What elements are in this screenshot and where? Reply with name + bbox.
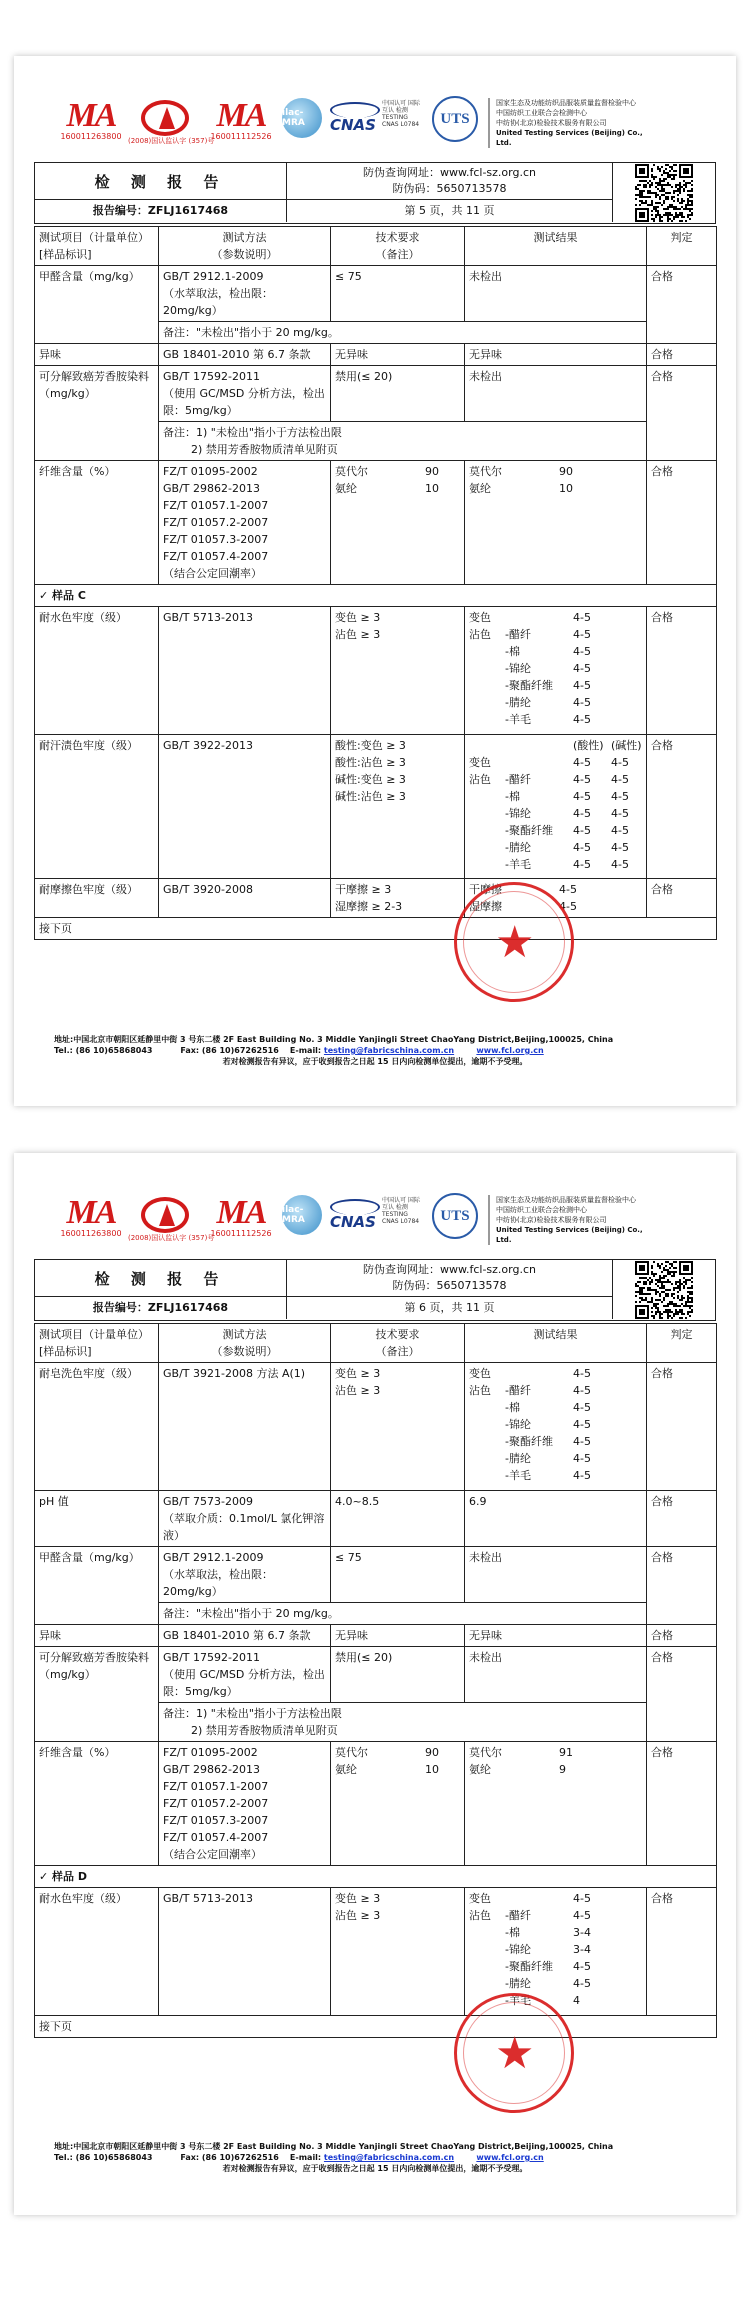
table-header-row: 测试项目（计量单位） [样品标识] 测试方法 （参数说明） 技术要求 （备注） 测试结果 判定	[35, 227, 717, 266]
ilac-mra-icon: ilac-MRA	[282, 1195, 322, 1235]
fastness-result-line: 沾色 -醋纤 4-5 4-5	[469, 773, 629, 786]
cal-logo: (2008)国认监认字 (357)号	[128, 1197, 202, 1243]
report-number: 报告编号：ZFLJ1617468	[35, 1297, 287, 1319]
report-page-6	[14, 1153, 736, 2215]
fastness-result-line: -聚酯纤维 4-5	[505, 1960, 591, 1973]
table-row-ph: pH 值 GB/T 7573-2009 （萃取介质：0.1mol/L 氯化钾溶液） 4.0~8.5 6.9 合格	[35, 1491, 717, 1547]
table-row-water: 耐水色牢度（级） GB/T 5713-2013 变色 ≥ 3 沾色 ≥ 3 变色 4-5 沾色 -醋纤 4-5 -棉 4-5 -锦纶 4-5 -聚酯纤维 4-5 -腈纶 4-5 -羊毛 4-5 合格	[35, 607, 717, 735]
fastness-result-line: 沾色 -醋纤 4-5	[469, 1909, 591, 1922]
fastness-result-line: -聚酯纤维 4-5 4-5	[505, 824, 629, 837]
azo-note: 备注：1) "未检出"指小于方法检出限 2) 禁用芳香胺物质清单见附页	[159, 1703, 647, 1742]
uts-logo: UTS	[432, 96, 478, 142]
website-link[interactable]: www.fcl.org.cn	[476, 2153, 544, 2162]
fastness-result-line: -锦纶 4-5	[505, 662, 591, 675]
page-info: 第 6 页，共 11 页	[287, 1297, 613, 1319]
report-header	[34, 1259, 716, 1321]
fastness-result-line: -羊毛 4-5 4-5	[505, 858, 629, 871]
sample-c-row: ✓ 样品 C	[35, 585, 717, 607]
report-page-5	[14, 56, 736, 1106]
report-number: 报告编号：ZFLJ1617468	[35, 200, 287, 222]
cnas-text: 中国认可 国际互认 检测 TESTING CNAS L0784	[382, 100, 420, 128]
fastness-result-line: -棉 4-5	[505, 1401, 591, 1414]
qr-code-icon	[613, 1260, 715, 1320]
logo-bar	[60, 98, 700, 156]
cma-logo: MA 160011263800	[60, 97, 122, 141]
fastness-result-line: -羊毛 4-5	[505, 1469, 591, 1482]
fastness-result-line: -锦纶 3-4	[505, 1943, 591, 1956]
fastness-result-line: -羊毛 4-5	[505, 713, 591, 726]
fastness-result-line: -锦纶 4-5 4-5	[505, 807, 629, 820]
fastness-result-line: -羊毛 4	[505, 1994, 580, 2007]
ilac-mra-icon: ilac-MRA	[282, 98, 322, 138]
table-row-water: 耐水色牢度（级） GB/T 5713-2013 变色 ≥ 3 沾色 ≥ 3 变色 4-5 沾色 -醋纤 4-5 -棉 3-4 -锦纶 3-4 -聚酯纤维 4-5 -腈纶 4-5 -羊毛 4 合格	[35, 1888, 717, 2016]
table-row-rub: 耐摩擦色牢度（级） GB/T 3920-2008 干摩擦 ≥ 3 湿摩擦 ≥ 2-3 干摩擦 4-5 湿摩擦 4-5 合格	[35, 879, 717, 918]
cma-logo-2: MA 160011112526	[210, 97, 272, 141]
cma-logo: MA 160011263800	[60, 1194, 122, 1238]
uts-name-block: 国家生态及功能纺织品服装质量监督检验中心 中国纺织工业联合会检测中心 中纺协(北京)检验技术服务有限公司 United Testing Services (Beijing) Co., Ltd.	[488, 1195, 658, 1245]
report-title: 检 测 报 告	[35, 1260, 287, 1296]
table-row-azo: 可分解致癌芳香胺染料（mg/kg） GB/T 17592-2011 （使用 GC/MSD 分析方法，检出限：5mg/kg） 禁用(≤ 20) 未检出 合格	[35, 366, 717, 422]
anti-fake-info: 防伪查询网址：www.fcl-sz.org.cn 防伪码：5650713578	[287, 163, 613, 199]
fastness-result-line: -聚酯纤维 4-5	[505, 1435, 591, 1448]
official-seal-icon: ★	[454, 1993, 574, 2113]
table-row-wash: 耐皂洗色牢度（级） GB/T 3921-2008 方法 A(1) 变色 ≥ 3 沾色 ≥ 3 变色 4-5 沾色 -醋纤 4-5 -棉 4-5 -锦纶 4-5 -聚酯纤维 4-5 -腈纶 4-5 -羊毛 4-5 合格	[35, 1363, 717, 1491]
fastness-result-line: -棉 3-4	[505, 1926, 591, 1939]
result-table	[34, 226, 717, 940]
website-link[interactable]: www.fcl.org.cn	[476, 1046, 544, 1055]
email-link[interactable]: testing@fabricschina.com.cn	[323, 1046, 455, 1055]
fastness-result-line: 沾色 -醋纤 4-5	[469, 628, 591, 641]
uts-logo: UTS	[432, 1193, 478, 1239]
cma-code-2: 160011112526	[210, 132, 272, 141]
sample-d-row: ✓ 样品 D	[35, 1866, 717, 1888]
fastness-result-line: -腈纶 4-5	[505, 1977, 591, 1990]
fastness-result-line: 变色 4-5	[469, 611, 591, 624]
logo-bar	[60, 1195, 700, 1253]
fastness-result-line: -棉 4-5	[505, 645, 591, 658]
result-table	[34, 1323, 717, 2038]
cal-icon	[141, 1197, 189, 1233]
cal-icon	[141, 100, 189, 136]
table-row-odor: 异味 GB 18401-2010 第 6.7 条款 无异味 无异味 合格	[35, 344, 717, 366]
official-seal-icon: ★	[454, 882, 574, 1002]
report-title: 检 测 报 告	[35, 163, 287, 199]
fastness-result-line: -聚酯纤维 4-5	[505, 679, 591, 692]
fastness-result-line: 变色 4-5	[469, 1892, 591, 1905]
report-header	[34, 162, 716, 224]
cnas-logo: CNAS	[330, 1199, 380, 1229]
table-row-odor: 异味 GB 18401-2010 第 6.7 条款 无异味 无异味 合格	[35, 1625, 717, 1647]
fastness-result-line: 变色 4-5 4-5	[469, 756, 629, 769]
continued-row: 接下页	[35, 918, 717, 940]
fastness-result-line: -锦纶 4-5	[505, 1418, 591, 1431]
cal-code: (2008)国认监认字 (357)号	[128, 137, 215, 145]
page-footer: 地址:中国北京市朝阳区延静里中街 3 号东二楼 2F East Building No. 3 Middle Yanjingli Street ChaoYang District,Beijing,100025, China Tel.: (86 10)65868043 Fax: (86 10)67262516 E-mail: testing@fabricschina.com.cn www.fcl.org.cn 若对检测报告有异议，应于收到报告之日起 15 日内向检测单位提出，逾期不予受理。	[54, 2142, 614, 2173]
table-row-formaldehyde: 甲醛含量（mg/kg） GB/T 2912.1-2009 （水萃取法，检出限：20mg/kg） ≤ 75 未检出 合格	[35, 266, 717, 322]
anti-fake-info: 防伪查询网址：www.fcl-sz.org.cn 防伪码：5650713578	[287, 1260, 613, 1296]
cal-logo	[128, 100, 215, 146]
fastness-result-line: -棉 4-5 4-5	[505, 790, 629, 803]
table-row-azo: 可分解致癌芳香胺染料（mg/kg） GB/T 17592-2011 （使用 GC/MSD 分析方法，检出限：5mg/kg） 禁用(≤ 20) 未检出 合格	[35, 1647, 717, 1703]
fastness-result-line: -腈纶 4-5	[505, 1452, 591, 1465]
page-info: 第 5 页，共 11 页	[287, 200, 613, 222]
qr-code-icon	[613, 163, 715, 223]
table-row-sweat: 耐汗渍色牢度（级） GB/T 3922-2013 酸性:变色 ≥ 3 酸性:沾色 ≥ 3 碱性:变色 ≥ 3 碱性:沾色 ≥ 3 (酸性) (碱性) 变色 4-5 4-5 沾色 -醋纤 4-5 4-5 -棉 4-5 4-5 -锦纶 4-5 4-5 -聚酯纤维 4-5 4-5 -腈纶 4-5 4-5 -羊毛 4-5 4-5 合格	[35, 735, 717, 879]
cma-logo-2: MA 160011112526	[210, 1194, 272, 1238]
uts-name-block: 国家生态及功能纺织品服装质量监督检验中心 中国纺织工业联合会检测中心 中纺协(北京)检验技术服务有限公司 United Testing Services (Beijing) Co., Ltd.	[488, 98, 658, 148]
table-row-fiber: 纤维含量（%） FZ/T 01095-2002 GB/T 29862-2013 FZ/T 01057.1-2007 FZ/T 01057.2-2007 FZ/T 01057.3-2007 FZ/T 01057.4-2007 （结合公定回潮率） 莫代尔 90 氨纶 10 莫代尔 90 氨纶 10 合格	[35, 461, 717, 585]
fastness-result-line: 变色 4-5	[469, 1367, 591, 1380]
table-row-formaldehyde: 甲醛含量（mg/kg） GB/T 2912.1-2009 （水萃取法，检出限：20mg/kg） ≤ 75 未检出 合格	[35, 1547, 717, 1603]
email-link[interactable]: testing@fabricschina.com.cn	[323, 2153, 455, 2162]
page-footer: 地址:中国北京市朝阳区延静里中街 3 号东二楼 2F East Building No. 3 Middle Yanjingli Street ChaoYang District,Beijing,100025, China Tel.: (86 10)65868043 Fax: (86 10)67262516 E-mail: testing@fabricschina.com.cn www.fcl.org.cn 若对检测报告有异议，应于收到报告之日起 15 日内向检测单位提出，逾期不予受理。	[54, 1035, 614, 1066]
azo-note: 备注：1) "未检出"指小于方法检出限 2) 禁用芳香胺物质清单见附页	[159, 422, 647, 461]
cnas-logo: CNAS	[330, 102, 380, 132]
formaldehyde-note: 备注："未检出"指小于 20 mg/kg。	[159, 1603, 647, 1625]
formaldehyde-note: 备注："未检出"指小于 20 mg/kg。	[159, 322, 647, 344]
continued-row: 接下页	[35, 2016, 717, 2038]
fastness-result-line: -腈纶 4-5 4-5	[505, 841, 629, 854]
fastness-result-line: 沾色 -醋纤 4-5	[469, 1384, 591, 1397]
fastness-result-line: -腈纶 4-5	[505, 696, 591, 709]
cma-code: 160011263800	[60, 132, 122, 141]
table-row-fiber: 纤维含量（%） FZ/T 01095-2002 GB/T 29862-2013 FZ/T 01057.1-2007 FZ/T 01057.2-2007 FZ/T 01057.3-2007 FZ/T 01057.4-2007 （结合公定回潮率） 莫代尔 90 氨纶 10 莫代尔 91 氨纶 9 合格	[35, 1742, 717, 1866]
cnas-text: 中国认可 国际互认 检测 TESTING CNAS L0784	[382, 1197, 420, 1225]
table-header-row: 测试项目（计量单位） [样品标识] 测试方法 （参数说明） 技术要求 （备注） 测试结果 判定	[35, 1324, 717, 1363]
